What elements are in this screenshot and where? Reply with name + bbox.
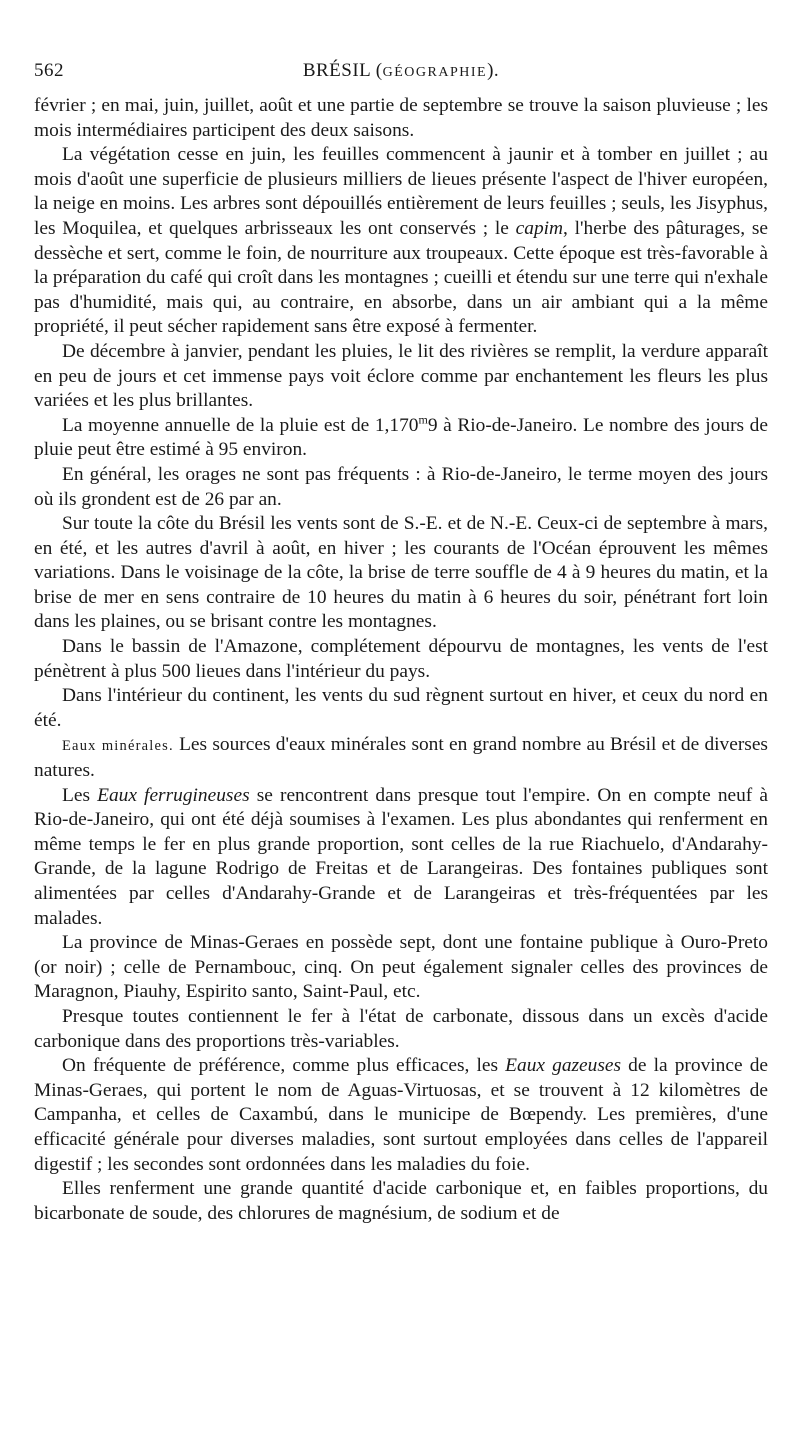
- title-section: GÉOGRAPHIE: [382, 65, 488, 80]
- paragraph-8: Dans l'intérieur du continent, les vents du sud règnent surtout en hiver, et ceux du nord en été.: [34, 685, 768, 731]
- body-text: [34, 94, 768, 1226]
- paragraph-4: La moyenne annuelle de la pluie est de 1,170$^m$9 à Rio-de-Janeiro. Le nombre des jours de pluie peut être estimé à 95 environ.: [34, 412, 768, 461]
- italic-term-eaux-gazeuses: Eaux gazeuses: [505, 1055, 622, 1077]
- title-end: ).: [487, 60, 500, 81]
- paragraph-2: La végétation cesse en juin, les feuilles commencent à jaunir et à tomber en juillet ; au mois d'août une superficie de plusieurs milliers de lieues présente l'aspect de l'hiver européen, la neige en moins. Les arbres sont dépouillés entièrement de leurs feuilles ; seuls, les Jisyphus, les Moquilea, et quelques arbrisseaux les ont conservés ; le capim, l'herbe des pâturages, se dessèche et sert, comme le foin, de nourriture aux troupeaux. Cette époque est très-favorable à la préparation du café qui croît dans les montagnes ; cueilli et étendu sur une terre qui n'exhale pas d'humidité, mais qui, au contraire, en absorbe, dans un air ambiant qui a la même propriété, il peut sécher rapidement sans être exposé à fermenter.: [34, 144, 768, 338]
- paragraph-13: On fréquente de préférence, comme plus efficaces, les Eaux gazeuses de la province de Minas-Geraes, qui portent le nom de Aguas-Virtuosas, et se trouvent à 12 kilomètres de Campanha, et celles de Caxambú, dans le municipe de Bœpendy. Les premières, d'une efficacité générale pour diverses maladies, sont surtout employées dans celles de l'appareil digestif ; les secondes sont ordonnées dans les maladies du foie.: [34, 1055, 768, 1175]
- italic-term-capim: capim: [515, 217, 564, 239]
- paragraph-12: Presque toutes contiennent le fer à l'état de carbonate, dissous dans un excès d'acide carbonique dans des proportions très-variables.: [34, 1005, 768, 1052]
- page-header: [34, 60, 768, 94]
- italic-term-eaux-ferrugineuses: Eaux ferrugineuses: [97, 784, 250, 806]
- section-heading-eaux-minerales: Eaux minérales.: [62, 738, 174, 755]
- page-number: 562: [34, 60, 64, 81]
- paragraph-6: Sur toute la côte du Brésil les vents sont de S.-E. et de N.-E. Ceux-ci de septembre à mars, en été, et les autres d'avril à août, en hiver ; les courants de l'Océan éprouvent les mêmes variations. Dans le voisinage de la côte, la brise de terre souffle de 4 à 9 heures du matin, et la brise de mer en sens contraire de 10 heures du matin à 6 heures du soir, pénétrant fort loin dans les plaines, ou se brisant contre les montagnes.: [34, 513, 768, 633]
- paragraph-7: Dans le bassin de l'Amazone, complétement dépourvu de montagnes, les vents de l'est pénètrent à plus 500 lieues dans l'intérieur du pays.: [34, 636, 768, 682]
- paragraph-14: Elles renferment une grande quantité d'acide carbonique et, en faibles proportions, du bicarbonate de soude, des chlorures de magnésium, de sodium et de: [34, 1178, 768, 1224]
- running-title: [34, 60, 768, 82]
- paragraph-11: La province de Minas-Geraes en possède sept, dont une fontaine publique à Ouro-Preto (or noir) ; celle de Pernambouc, cinq. On peut également signaler celles des provinces de Maragnon, Piauhy, Espirito santo, Saint-Paul, etc.: [34, 932, 768, 1003]
- paragraph-3: De décembre à janvier, pendant les pluies, le lit des rivières se remplit, la verdure apparaît en peu de jours et cet immense pays voit éclore comme par enchantement les fleurs les plus variées et les plus brillantes.: [34, 340, 768, 412]
- paragraph-9: Eaux minérales. Les sources d'eaux minérales sont en grand nombre au Brésil et de diverses natures.: [34, 734, 768, 782]
- paragraph-10: Les Eaux ferrugineuses se rencontrent dans presque tout l'empire. On en compte neuf à Rio-de-Janeiro, qui ont été déjà soumises à l'examen. Les plus abondantes qui renferment en même temps le fer en plus grande proportion, sont celles de la rue Riachuelo, d'Andarahy-Grande, de la lagune Rodrigo de Freitas et de Larangeiras. Des fontaines publiques sont alimentées par celles d'Andarahy-Grande et de Larangeiras et très-fréquentées par les malades.: [34, 784, 768, 929]
- paragraph-1: février ; en mai, juin, juillet, août et une partie de septembre se trouve la saison pluvieuse ; les mois intermédiaires participent des deux saisons.: [34, 95, 768, 141]
- title-main: BRÉSIL (: [302, 60, 383, 81]
- paragraph-5: En général, les orages ne sont pas fréquents : à Rio-de-Janeiro, le terme moyen des jours où ils grondent est de 26 par an.: [34, 463, 768, 510]
- unit-superscript: m: [418, 412, 428, 427]
